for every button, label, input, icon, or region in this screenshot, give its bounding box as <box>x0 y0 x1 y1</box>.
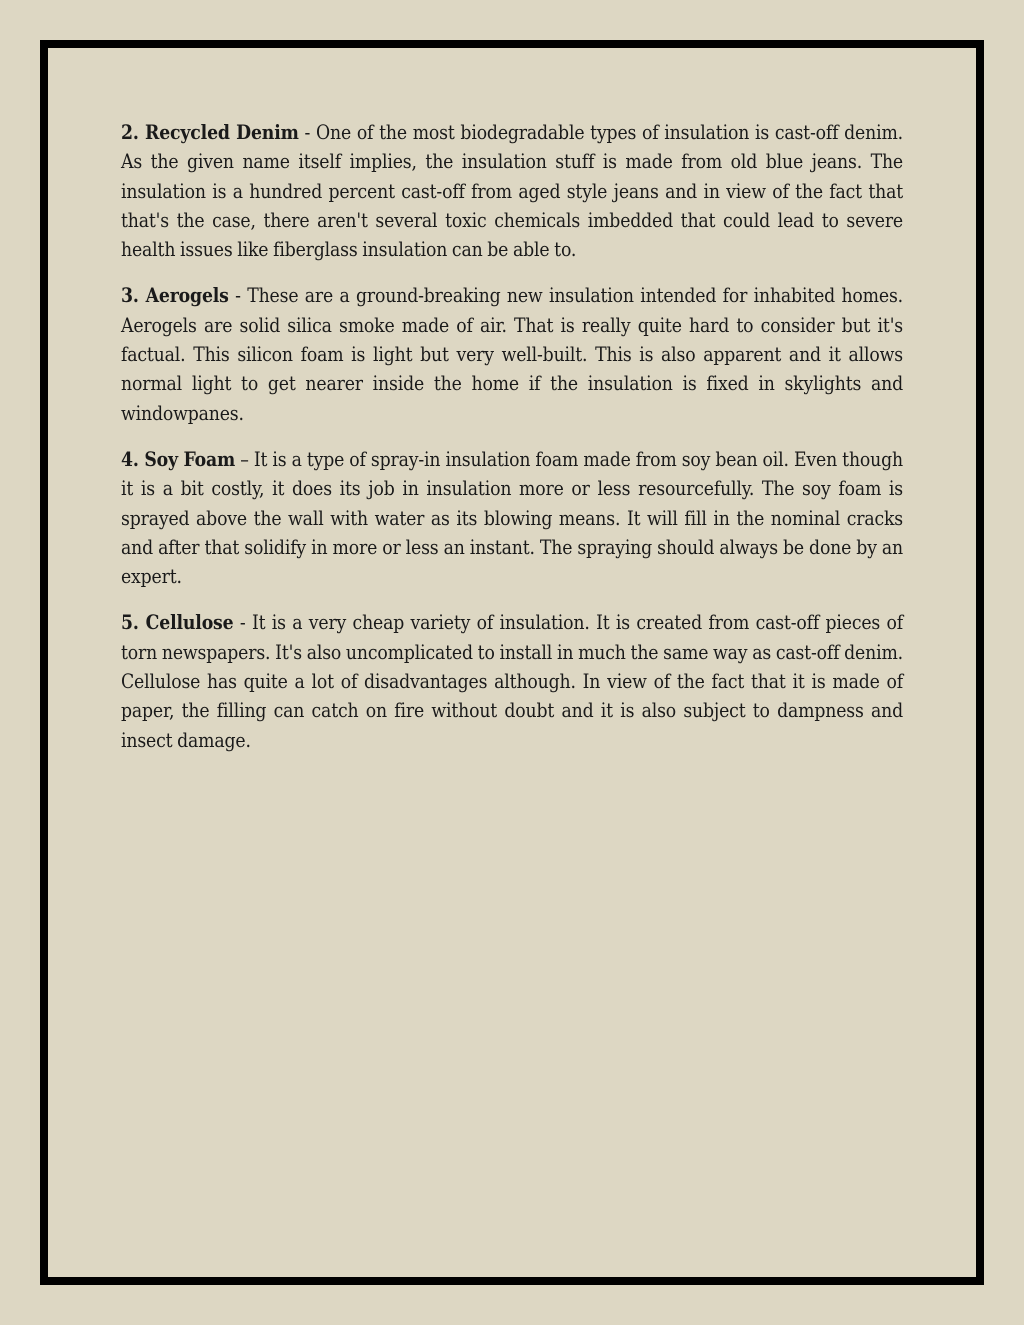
section-heading: 2. Recycled Denim <box>121 121 299 144</box>
section-soy-foam <box>121 445 903 591</box>
section-heading: 3. Aerogels <box>121 284 229 308</box>
section-separator: - <box>228 284 248 308</box>
section-cellulose <box>121 608 903 754</box>
section-heading: 4. Soy Foam <box>121 447 236 471</box>
section-aerogels <box>121 281 903 427</box>
section-text: It is a type of spray-in insulation foam made from soy bean oil. Even though it is a bit costly, it does its job in insulation more or less resourcefully. The soy foam is sprayed above the wall with water as its blowing means. It will fill in the nominal cracks and after that solidify in more or less an instant. The spraying should always be done by an expert. <box>121 447 903 589</box>
section-text: It is a very cheap variety of insulation. It is created from cast-off pieces of torn newspapers. It's also uncomplicated to install in much the same way as cast-off denim. Cellulose has quite a lot of disadvantages although. In view of the fact that it is made of paper, the filling can catch on fire without doubt and it is also subject to dampness and insect damage. <box>121 611 903 752</box>
section-text: These are a ground-breaking new insulation intended for inhabited homes. Aerogels are solid silica smoke made of air. That is really quite hard to consider but it's factual. This silicon foam is light but very well-built. This is also apparent and it allows normal light to get nearer inside the home if the insulation is fixed in skylights and windowpanes. <box>121 284 903 425</box>
section-text: One of the most biodegradable types of insulation is cast-off denim. As the given name itself implies, the insulation stuff is made from old blue jeans. The insulation is a hundred percent cast-off from aged style jeans and in view of the fact that that's the case, there aren't several toxic chemicals imbedded that could lead to severe health issues like fiberglass insulation can be able to. <box>121 121 903 262</box>
section-separator: - <box>298 121 316 144</box>
section-recycled-denim <box>121 118 903 264</box>
document-body <box>121 118 903 772</box>
section-separator: - <box>233 611 252 635</box>
section-separator: – <box>235 447 254 471</box>
section-heading: 5. Cellulose <box>121 611 234 635</box>
